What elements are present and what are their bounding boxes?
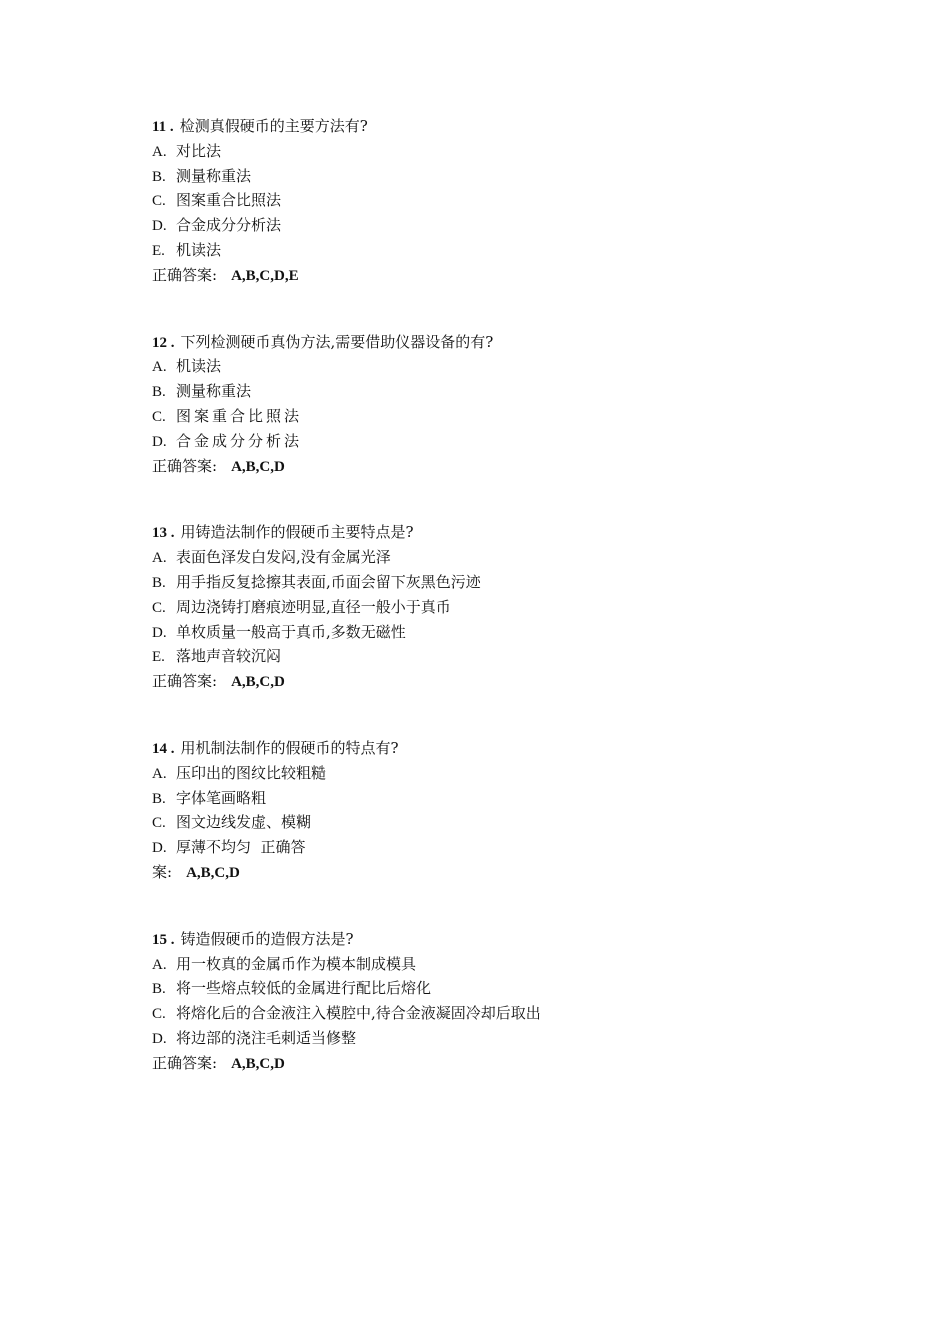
option-a — [152, 545, 852, 570]
option-e — [152, 644, 852, 669]
option-b — [152, 379, 852, 404]
option-letter: E. — [152, 242, 165, 259]
option-a — [152, 761, 852, 786]
option-text: 字体笔画略粗 — [176, 788, 267, 807]
question-number: 11 . — [152, 119, 174, 135]
option-letter: C. — [152, 193, 166, 210]
option-a — [152, 354, 852, 379]
option-letter: D. — [152, 840, 167, 857]
option-letter: B. — [152, 168, 166, 185]
option-b — [152, 570, 852, 595]
option-b — [152, 786, 852, 811]
question-text: 用机制法制作的假硬币的特点有? — [180, 738, 399, 757]
answer-label: 案: — [152, 862, 173, 881]
option-text: 对比法 — [176, 141, 222, 160]
option-a — [152, 952, 852, 977]
answer-label: 正确答案: — [152, 672, 218, 691]
question-number: 12 . — [152, 334, 175, 351]
option-text: 表面色泽发白发闷,没有金属光泽 — [176, 548, 391, 567]
question-title — [152, 736, 852, 761]
option-letter: A. — [152, 359, 167, 376]
option-text: 压印出的图纹比较粗糙 — [176, 763, 327, 782]
question-number: 14 . — [152, 740, 175, 757]
option-text: 单枚质量一般高于真币,多数无磁性 — [176, 622, 406, 641]
question-title — [152, 114, 852, 139]
question-11 — [152, 114, 852, 288]
question-text: 下列检测硬币真伪方法,需要借助仪器设备的有? — [180, 332, 494, 351]
option-letter: C. — [152, 1006, 166, 1023]
option-d — [152, 429, 852, 454]
option-text: 机读法 — [176, 357, 222, 376]
question-15 — [152, 927, 852, 1076]
option-letter: A. — [152, 765, 167, 782]
option-text: 厚薄不均匀 正确答 — [176, 838, 306, 857]
option-letter: A. — [152, 550, 167, 567]
option-b — [152, 976, 852, 1001]
question-text: 用铸造法制作的假硬币主要特点是? — [180, 523, 414, 542]
option-text: 合金成分分析法 — [176, 216, 282, 235]
option-letter: D. — [152, 624, 167, 641]
question-14 — [152, 736, 852, 885]
option-text: 图案重合比照法 — [176, 191, 282, 210]
option-text: 周边浇铸打磨痕迹明显,直径一般小于真币 — [176, 597, 451, 616]
option-letter: C. — [152, 408, 166, 425]
option-d — [152, 620, 852, 645]
answer-line — [152, 860, 852, 885]
option-letter: D. — [152, 218, 167, 235]
answer-line — [152, 263, 852, 288]
option-c — [152, 595, 852, 620]
option-d — [152, 1026, 852, 1051]
answer-label: 正确答案: — [152, 456, 218, 475]
option-letter: C. — [152, 815, 166, 832]
question-title — [152, 520, 852, 545]
option-letter: B. — [152, 574, 166, 591]
option-text: 合金成分分析法 — [176, 431, 303, 450]
question-number: 13 . — [152, 525, 175, 542]
answer-line — [152, 669, 852, 694]
option-c — [152, 404, 852, 429]
option-c — [152, 1001, 852, 1026]
answer-value: A,B,C,D — [231, 1055, 285, 1072]
question-13 — [152, 520, 852, 694]
option-e — [152, 238, 852, 263]
question-text: 铸造假硬币的造假方法是? — [180, 929, 354, 948]
option-d — [152, 213, 852, 238]
question-text: 检测真假硬币的主要方法有? — [179, 117, 368, 135]
answer-value: A,B,C,D — [231, 674, 285, 691]
question-title — [152, 330, 852, 355]
option-text: 测量称重法 — [176, 166, 252, 185]
option-text: 图文边线发虚、模糊 — [176, 813, 312, 832]
option-letter: D. — [152, 433, 167, 450]
option-text: 将熔化后的合金液注入模腔中,待合金液凝固冷却后取出 — [176, 1004, 541, 1023]
quiz-document — [152, 114, 852, 1118]
option-letter: B. — [152, 384, 166, 401]
option-c — [152, 810, 852, 835]
option-text: 图案重合比照法 — [176, 406, 303, 425]
option-c — [152, 188, 852, 213]
option-letter: A. — [152, 956, 167, 973]
option-text: 机读法 — [176, 240, 222, 259]
answer-value: A,B,C,D,E — [231, 267, 299, 284]
option-text: 将一些熔点较低的金属进行配比后熔化 — [176, 979, 432, 998]
option-text: 用手指反复捻擦其表面,币面会留下灰黑色污迹 — [176, 572, 481, 591]
answer-label: 正确答案: — [152, 265, 218, 284]
question-12 — [152, 330, 852, 479]
answer-line — [152, 454, 852, 479]
option-letter: E. — [152, 649, 165, 666]
option-d — [152, 835, 852, 860]
option-b — [152, 164, 852, 189]
answer-line — [152, 1051, 852, 1076]
option-text: 测量称重法 — [176, 382, 252, 401]
option-a — [152, 139, 852, 164]
option-text: 用一枚真的金属币作为模本制成模具 — [176, 954, 417, 973]
answer-value: A,B,C,D — [231, 458, 285, 475]
option-text: 落地声音较沉闷 — [176, 647, 282, 666]
option-letter: B. — [152, 981, 166, 998]
question-number: 15 . — [152, 931, 175, 948]
option-letter: A. — [152, 143, 167, 160]
option-letter: B. — [152, 790, 166, 807]
option-letter: D. — [152, 1030, 167, 1047]
answer-value: A,B,C,D — [186, 864, 240, 881]
option-text: 将边部的浇注毛刺适当修整 — [176, 1028, 357, 1047]
option-letter: C. — [152, 599, 166, 616]
question-title — [152, 927, 852, 952]
answer-label: 正确答案: — [152, 1053, 218, 1072]
